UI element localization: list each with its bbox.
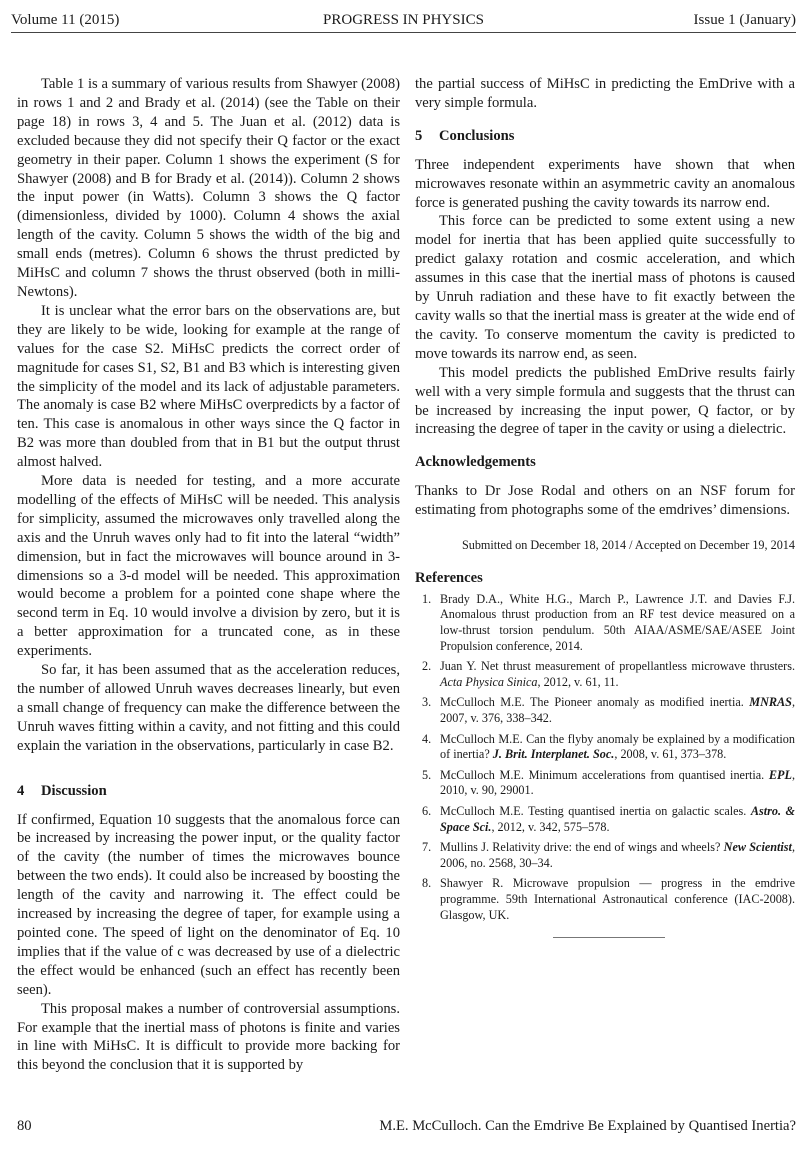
body-paragraph: So far, it has been assumed that as the acceleration reduces, the number of allowed Unruh waves decreases linearly, but even a small change of frequency can make the difference between the Unruh waves fitting within a cavity, and not fitting and this could explain the variation in the observations, particularly in case B2. [17, 662, 400, 754]
body-paragraph: Three independent experiments have shown that when microwaves resonate within an asymmetric cavity an anomalous force is generated pushing the cavity towards its narrow end. [415, 156, 795, 211]
body-paragraph: This force can be predicted to some extent using a new model for inertia that has been applied quite successfully to predict galaxy rotation and cosmic acceleration, and which assumes in this case that the inertial mass of photons is caused by Unruh radiation and these have to fit exactly between the cavity walls so that the inertial mass is greater at the wide end of the cavity. To conserve momentum the cavity is predicted to move towards its narrow end, as seen. [415, 213, 795, 362]
right-column [415, 75, 795, 938]
journal-name: EPL [768, 767, 792, 782]
running-title: M.E. McCulloch. Can the Emdrive Be Explained by Quantised Inertia? [379, 1118, 796, 1134]
reference-item: 3. McCulloch M.E. The Pioneer anomaly as modified inertia. MNRAS, 2007, v. 376, 338–342. [422, 695, 795, 725]
section-number: 5 [415, 127, 423, 144]
reference-item: 1. Brady D.A., White H.G., March P., Lawrence J.T. and Davies F.J. Anomalous thrust production from an RF test device measured on a low-thrust torsion pendulum. 50th AIAA/ASME/SAE/ASEE Joint Propulsion conference, 2014. [422, 591, 795, 653]
end-of-article-rule [553, 937, 665, 938]
references-list [415, 592, 795, 923]
section-heading-discussion [17, 782, 400, 801]
section-title: Discussion [41, 782, 107, 799]
section-number: 4 [17, 782, 25, 799]
references-heading: References [415, 569, 483, 586]
body-paragraph: the partial success of MiHsC in predicting the EmDrive with a very simple formula. [415, 76, 795, 111]
page-number: 80 [17, 1118, 32, 1134]
submission-dates: Submitted on December 18, 2014 / Accepted on December 19, 2014 [461, 538, 795, 553]
body-paragraph: This model predicts the published EmDrive results fairly well with a very simple formula and suggests that the thrust can be increased by increasing the input power, Q factor, or by increasing the degree of taper in the cavity or using a dielectric. [415, 364, 795, 438]
section-title: Conclusions [439, 127, 515, 144]
journal-name: J. Brit. Interplanet. Soc. [492, 747, 615, 762]
journal-name: Acta Physica Sinica [440, 674, 538, 689]
journal-title: PROGRESS IN PHYSICS [323, 12, 484, 28]
body-paragraph: More data is needed for testing, and a more accurate modelling of the effects of MiHsC will be needed. This analysis for simplicity, assumed the microwaves only travelled along the axis and the Unruh waves only had to fit into the lateral “width” dimension, but in fact the microwaves will bounce around in 3-dimensions so a 3-d model will be needed. This approximation would become a problem for a pointed cone shape where the second term in Eq. 10 would involve a division by zero, but it is a better approximation for a truncated cone, as in these experiments. [17, 473, 400, 660]
issue-label: Issue 1 (January) [693, 12, 796, 28]
reference-item: 7. Mullins J. Relativity drive: the end of wings and wheels? New Scientist, 2006, no. 2568, 30–34. [422, 840, 795, 870]
journal-name: New Scientist [723, 840, 792, 855]
reference-item: 5. McCulloch M.E. Minimum accelerations from quantised inertia. EPL, 2010, v. 90, 29001. [422, 767, 795, 798]
body-paragraph: If confirmed, Equation 10 suggests that the anomalous force can be increased by increasing the power input, or the quality factor of the cavity (the number of times the microwaves bounce between the two ends). It could also be increased by boosting the length of the cavity and narrowing it. The effect could be increased by increasing the degree of taper, for example using a pointed cone. The speed of light on the denominator of Eq. 10 implies that if the value of c was decreased by use of a dielectric the effect would be enhanced (such an effect has recently been seen). [17, 811, 400, 998]
body-paragraph: This proposal makes a number of controversial assumptions. For example that the inertial mass of photons is finite and varies in line with MiHsC. It is difficult to provide more backing for this beyond the conclusion that it is supported by [17, 1000, 400, 1074]
acknowledgements-heading: Acknowledgements [415, 454, 536, 471]
acknowledgements-text: Thanks to Dr Jose Rodal and others on an NSF forum for estimating from photographs some of the emdrives’ dimensions. [415, 483, 795, 519]
reference-item: 6. McCulloch M.E. Testing quantised inertia on galactic scales. Astro. & Space Sci., 2012, v. 342, 575–578. [422, 803, 795, 834]
reference-item: 8. Shawyer R. Microwave propulsion — progress in the emdrive programme. 59th International Astronautical conference (IAC-2008). Glasgow, UK. [422, 876, 795, 922]
left-column [17, 75, 400, 1075]
running-header [11, 10, 796, 33]
volume-label: Volume 11 (2015) [11, 12, 120, 28]
journal-name: MNRAS [749, 695, 792, 710]
section-heading-conclusions [415, 127, 795, 146]
reference-item: 4. McCulloch M.E. Can the flyby anomaly be explained by a modification of inertia? J. Brit. Interplanet. Soc., 2008, v. 61, 373–378. [422, 731, 795, 762]
body-paragraph: Table 1 is a summary of various results from Shawyer (2008) in rows 1 and 2 and Brady et al. (2014) (see the Table on their page 18) in rows 3, 4 and 5. The Juan et al. (2012) data is excluded because they did not specify their Q factor or the exact geometry in their paper. Column 1 shows the experiment (S for Shawyer (2008) and B for Brady et al. (2014)). Column 2 shows the input power (in Watts). Column 3 shows the Q factor (dimensionless, divided by 1000). Column 4 shows the axial length of the cavity. Column 5 shows the width of the big and small ends (metres). Column 6 shows the thrust predicted by MiHsC and column 7 shows the thrust observed (both in milli-Newtons). [17, 76, 400, 300]
body-paragraph: It is unclear what the error bars on the observations are, but they are likely to be wide, looking for example at the range of values for the case S2. MiHsC predicts the correct order of magnitude for cases S1, S2, B1 and B3 which is interesting given the simplicity of the model and its lack of adjustable parameters. The anomaly is case B2 where MiHsC overpredicts by a factor of ten. This case is anomalous in other ways since the Q factor in B2 was more than doubled from that in B1 but the output thrust almost halved. [17, 302, 400, 471]
journal-name: Astro. & Space Sci. [440, 803, 795, 834]
reference-item: 2. Juan Y. Net thrust measurement of propellantless microwave thrusters. Acta Physica Sinica, 2012, v. 61, 11. [422, 659, 795, 689]
